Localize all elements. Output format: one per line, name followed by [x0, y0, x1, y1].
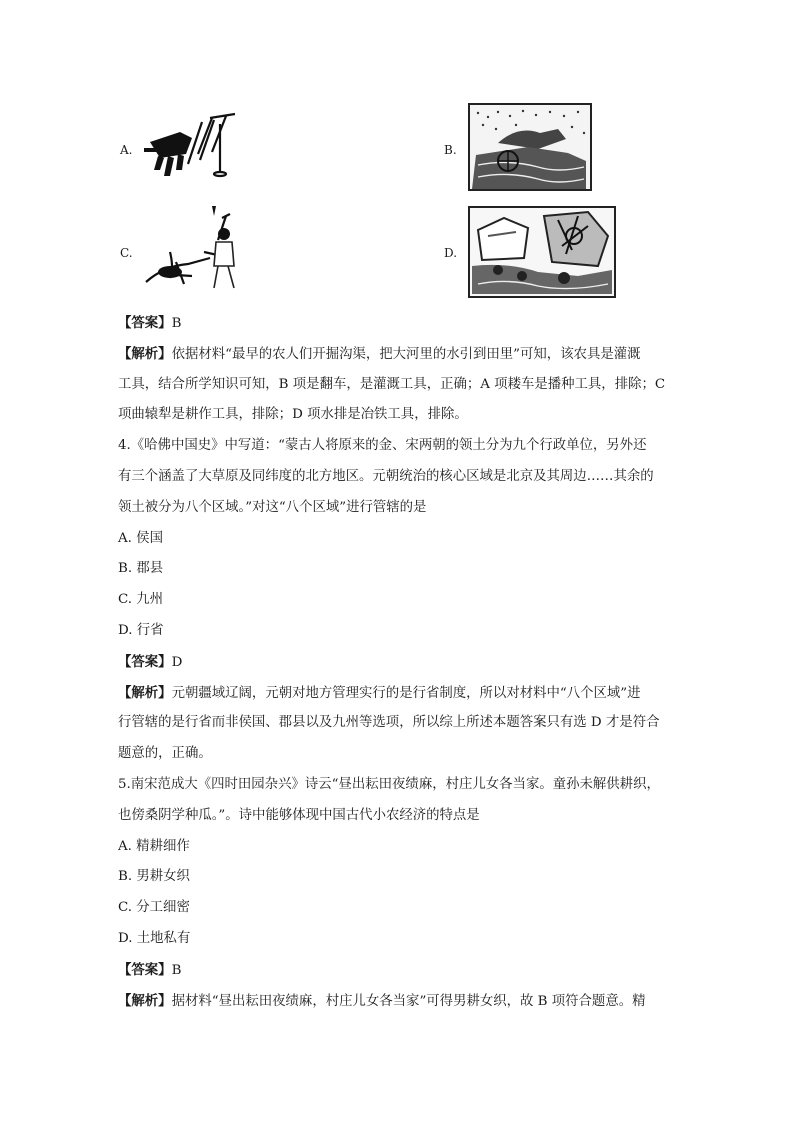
option-d-label: D.	[444, 246, 458, 260]
q5-option-b: B. 男耕女织	[118, 869, 190, 885]
option-d-picture	[468, 206, 616, 298]
q4-option-c: C. 九州	[118, 592, 164, 608]
q3-analysis-line-3: 项曲辕犁是耕作工具，排除；D 项水排是冶铁工具，排除。	[118, 407, 468, 423]
q4-stem-line-3: 领土被分为八个区域。”对这“八个区域”进行管辖的是	[118, 499, 427, 515]
q4-analysis-line-1: 【解析】元朝疆域辽阔，元朝对地方管理实行的是行省制度，所以对材料中“八个区域”进	[118, 684, 641, 701]
option-b-picture	[468, 103, 592, 191]
q5-answer: 【答案】B	[118, 961, 182, 978]
q4-analysis-line-2: 行管辖的是行省而非侯国、郡县以及九州等选项，所以综上所述本题答案只有选 D 才是符合	[118, 715, 660, 731]
q4-option-b: B. 郡县	[118, 561, 164, 577]
option-b-label: B.	[444, 143, 457, 157]
q4-stem-line-2: 有三个涵盖了大草原及同纬度的北方地区。元朝统治的核心区域是北京及其周边……其余的	[118, 468, 654, 484]
q5-analysis-line-1: 【解析】据材料“昼出耘田夜绩麻，村庄儿女各当家”可得男耕女织，故 B 项符合题意。精	[118, 992, 646, 1009]
q3-answer: 【答案】B	[118, 315, 182, 331]
option-c-picture	[140, 212, 250, 292]
option-c-label: C.	[120, 246, 133, 260]
q3-analysis-line-2: 工具，结合所学知识可知，B 项是翻车，是灌溉工具，正确；A 项耧车是播种工具，排除；C	[118, 376, 666, 392]
q5-option-d: D. 土地私有	[118, 930, 191, 946]
option-a-label: A.	[120, 143, 133, 157]
q4-analysis-line-3: 题意的，正确。	[118, 746, 212, 762]
q4-answer: 【答案】D	[118, 653, 183, 670]
q3-analysis-line-1: 【解析】依据材料“最早的农人们开掘沟渠，把大河里的水引到田里”可知，该农具是灌溉	[118, 345, 641, 362]
q4-option-d: D. 行省	[118, 622, 164, 638]
q5-option-c: C. 分工细密	[118, 900, 190, 916]
q4-stem-line-1: 4.《哈佛中国史》中写道：“蒙古人将原来的金、宋两朝的领土分为九个行政单位，另外还	[118, 438, 647, 454]
q5-stem-line-2: 也傍桑阴学种瓜。”。诗中能够体现中国古代小农经济的特点是	[118, 807, 480, 823]
option-a-picture	[140, 110, 240, 185]
q5-option-a: A. 精耕细作	[118, 838, 190, 854]
q5-stem-line-1: 5.南宋范成大《四时田园杂兴》诗云“昼出耘田夜绩麻，村庄儿女各当家。童孙未解供耕织，	[118, 776, 660, 792]
question-text-block	[118, 308, 678, 1016]
q4-option-a: A. 侯国	[118, 530, 163, 546]
